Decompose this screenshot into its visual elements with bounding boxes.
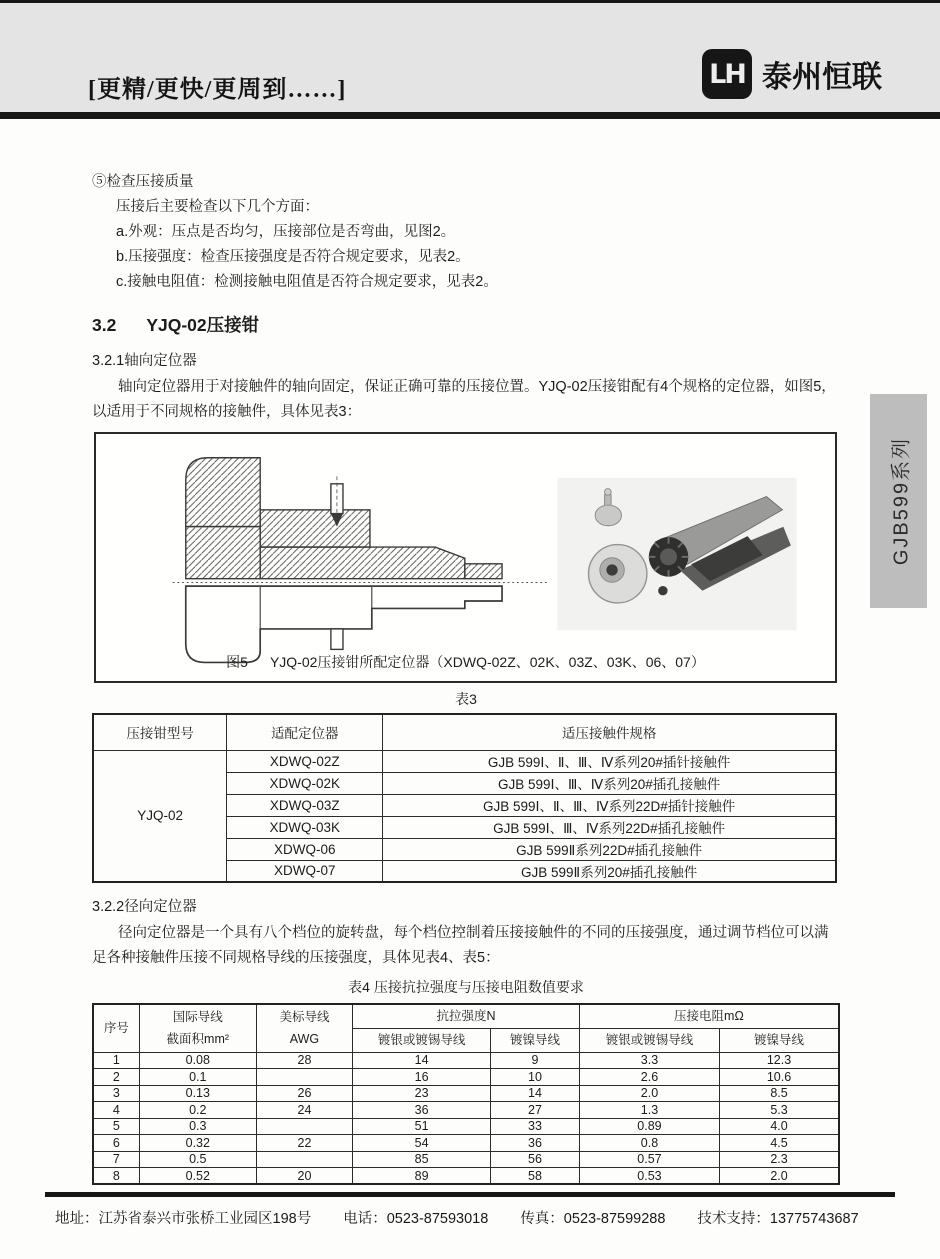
table-cell: 4.5 <box>720 1135 839 1152</box>
table-cell: 36 <box>491 1135 580 1152</box>
section-number: 3.2 <box>92 315 117 335</box>
figure-5-label: 图5 <box>226 654 248 670</box>
header-line: AWG <box>289 1032 320 1047</box>
table-cell: 9 <box>491 1052 580 1069</box>
figure-5-caption <box>96 652 835 672</box>
table-cell: 0.53 <box>579 1168 719 1185</box>
table-row <box>93 1168 839 1185</box>
section-heading <box>92 310 840 340</box>
header-line: 截面积mm² <box>166 1032 230 1047</box>
table-row <box>93 1085 839 1102</box>
figure-5-box <box>94 432 837 683</box>
table-cell: 56 <box>491 1151 580 1168</box>
table-cell: XDWQ-02K <box>227 772 383 794</box>
table-cell: 28 <box>256 1052 352 1069</box>
table-cell <box>256 1118 352 1135</box>
table-cell: 2.0 <box>720 1168 839 1185</box>
company-name: 泰州恒联 <box>762 61 882 94</box>
check-point-b: b.压接强度：检查压接强度是否符合规定要求，见表2。 <box>116 249 470 265</box>
table-cell: 4 <box>93 1102 139 1119</box>
table-header-cell: 镀镍导线 <box>720 1028 839 1052</box>
table-header-cell: 镀银或镀锡导线 <box>579 1028 719 1052</box>
page-header <box>0 0 940 112</box>
table-3-caption: 表3 <box>455 691 477 707</box>
table-header-cell: 序号 <box>93 1004 139 1052</box>
table-cell <box>256 1151 352 1168</box>
table-row <box>93 1052 839 1069</box>
header-slogan: [更精/更快/更周到……] <box>88 77 347 103</box>
table-cell: XDWQ-02Z <box>227 750 383 772</box>
table-row <box>93 1004 839 1028</box>
page-footer <box>55 1207 895 1228</box>
radial-positioner-para-line2: 足各种接触件压接不同规格导线的压接强度，具体见表4、表5： <box>92 950 500 966</box>
table-cell: 2 <box>93 1069 139 1086</box>
table-cell: 58 <box>491 1168 580 1185</box>
table-row <box>93 1135 839 1152</box>
table-cell: XDWQ-03Z <box>227 794 383 816</box>
check-quality-lead: 压接后主要检查以下几个方面： <box>116 199 319 215</box>
table-header-cell: 适配定位器 <box>227 714 383 750</box>
check-point-a: a.外观：压点是否均匀，压接部位是否弯曲，见图2。 <box>116 224 456 240</box>
table-cell: 24 <box>256 1102 352 1119</box>
footer-divider-bar <box>45 1192 895 1197</box>
table-header-cell-resistance-group: 压接电阻mΩ <box>579 1004 839 1028</box>
table-cell: 3 <box>93 1085 139 1102</box>
table-header-cell-tensile-group: 抗拉强度N <box>353 1004 580 1028</box>
header-line: 美标导线 <box>279 1010 330 1025</box>
table-cell: GJB 599Ⅱ系列20#插孔接触件 <box>383 860 836 882</box>
table-cell: 27 <box>491 1102 580 1119</box>
header-line: 国际导线 <box>172 1010 223 1025</box>
table-cell: 0.89 <box>579 1118 719 1135</box>
table-cell: GJB 599Ⅰ、Ⅲ、Ⅳ系列20#插孔接触件 <box>383 772 836 794</box>
footer-tech-support: 技术支持：13775743687 <box>697 1211 859 1227</box>
table-row <box>93 1118 839 1135</box>
table-cell: 4.0 <box>720 1118 839 1135</box>
footer-fax: 传真：0523-87599288 <box>520 1211 666 1227</box>
subsection-3-2-2-heading: 3.2.2径向定位器 <box>92 899 197 915</box>
table-cell: 10.6 <box>720 1069 839 1086</box>
table-cell: GJB 599Ⅰ、Ⅱ、Ⅲ、Ⅳ系列20#插针接触件 <box>383 750 836 772</box>
table-cell: 0.13 <box>139 1085 256 1102</box>
table-cell <box>256 1069 352 1086</box>
table-cell: 0.8 <box>579 1135 719 1152</box>
figure-5-text: YJQ-02压接钳所配定位器（XDWQ-02Z、02K、03Z、03K、06、07） <box>269 654 705 670</box>
table-cell: 23 <box>353 1085 491 1102</box>
table-cell: 10 <box>491 1069 580 1086</box>
table-header-cell <box>256 1004 352 1052</box>
table-row <box>93 1069 839 1086</box>
table-header-cell: 压接钳型号 <box>93 714 227 750</box>
table-cell: 6 <box>93 1135 139 1152</box>
table-cell: 1.3 <box>579 1102 719 1119</box>
table-cell: 22 <box>256 1135 352 1152</box>
table-4-tensile-resistance <box>92 1003 840 1185</box>
table-cell: 7 <box>93 1151 139 1168</box>
table-3-positioners <box>92 713 837 883</box>
table-cell: 2.3 <box>720 1151 839 1168</box>
table-header-cell <box>139 1004 256 1052</box>
table-cell: 1 <box>93 1052 139 1069</box>
header-divider-bar <box>0 112 940 119</box>
table-cell: 0.32 <box>139 1135 256 1152</box>
table-cell: 14 <box>491 1085 580 1102</box>
table-row <box>93 714 836 750</box>
table-cell: GJB 599Ⅱ系列22D#插孔接触件 <box>383 838 836 860</box>
radial-positioner-para-line1: 径向定位器是一个具有八个档位的旋转盘，每个档位控制着压接接触件的不同的压接强度，通过调节档位可以满 <box>118 925 829 941</box>
table-cell: 0.5 <box>139 1151 256 1168</box>
table-cell: 8.5 <box>720 1085 839 1102</box>
table-cell: 0.57 <box>579 1151 719 1168</box>
subsection-3-2-1-heading: 3.2.1轴向定位器 <box>92 353 197 369</box>
table-cell-model: YJQ-02 <box>93 750 227 882</box>
table-row <box>93 1102 839 1119</box>
table-cell: 20 <box>256 1168 352 1185</box>
table-cell: XDWQ-06 <box>227 838 383 860</box>
table-cell: 33 <box>491 1118 580 1135</box>
table-cell: XDWQ-03K <box>227 816 383 838</box>
table-cell: 26 <box>256 1085 352 1102</box>
table-cell: 0.52 <box>139 1168 256 1185</box>
table-cell: 0.2 <box>139 1102 256 1119</box>
table-header-cell: 适压接触件规格 <box>383 714 836 750</box>
table-cell: 51 <box>353 1118 491 1135</box>
positioner-cross-section-drawing <box>156 442 556 667</box>
check-quality-title: ⑤检查压接质量 <box>92 174 194 190</box>
company-logo-icon: LH <box>702 49 752 99</box>
section-title: YJQ-02压接钳 <box>146 315 260 335</box>
table-cell: GJB 599Ⅰ、Ⅲ、Ⅳ系列22D#插孔接触件 <box>383 816 836 838</box>
table-cell: 5.3 <box>720 1102 839 1119</box>
table-cell: 0.1 <box>139 1069 256 1086</box>
company-logo <box>702 49 882 99</box>
table-cell: 3.3 <box>579 1052 719 1069</box>
table-cell: XDWQ-07 <box>227 860 383 882</box>
table-cell: 14 <box>353 1052 491 1069</box>
table-row <box>93 1151 839 1168</box>
table-cell: 12.3 <box>720 1052 839 1069</box>
side-tab-gjb599-series <box>870 394 927 608</box>
table-cell: 36 <box>353 1102 491 1119</box>
table-cell: 0.08 <box>139 1052 256 1069</box>
table-cell: 8 <box>93 1168 139 1185</box>
table-cell: 16 <box>353 1069 491 1086</box>
document-body <box>92 170 840 1185</box>
table-4-caption: 表4 压接抗拉强度与压接电阻数值要求 <box>348 979 584 995</box>
side-tab-label: GJB599系列 <box>890 436 912 566</box>
table-cell: 2.0 <box>579 1085 719 1102</box>
table-cell: 2.6 <box>579 1069 719 1086</box>
axial-positioner-para-line1: 轴向定位器用于对接触件的轴向固定，保证正确可靠的压接位置。YJQ-02压接钳配有4个规格的定位器，如图5， <box>118 379 836 395</box>
table-cell: 5 <box>93 1118 139 1135</box>
check-point-c: c.接触电阻值：检测接触电阻值是否符合规定要求，见表2。 <box>116 274 498 290</box>
table-header-cell: 镀银或镀锡导线 <box>353 1028 491 1052</box>
footer-address: 地址：江苏省泰兴市张桥工业园区198号 <box>55 1211 312 1227</box>
footer-phone: 电话：0523-87593018 <box>343 1211 489 1227</box>
table-cell: 89 <box>353 1168 491 1185</box>
table-cell: 0.3 <box>139 1118 256 1135</box>
crimp-tool-photo <box>547 474 807 634</box>
table-header-cell: 镀镍导线 <box>491 1028 580 1052</box>
table-cell: 54 <box>353 1135 491 1152</box>
table-cell: GJB 599Ⅰ、Ⅱ、Ⅲ、Ⅳ系列22D#插针接触件 <box>383 794 836 816</box>
axial-positioner-para-line2: 以适用于不同规格的接触件，具体见表3： <box>92 404 362 420</box>
table-row <box>93 750 836 772</box>
table-cell: 85 <box>353 1151 491 1168</box>
